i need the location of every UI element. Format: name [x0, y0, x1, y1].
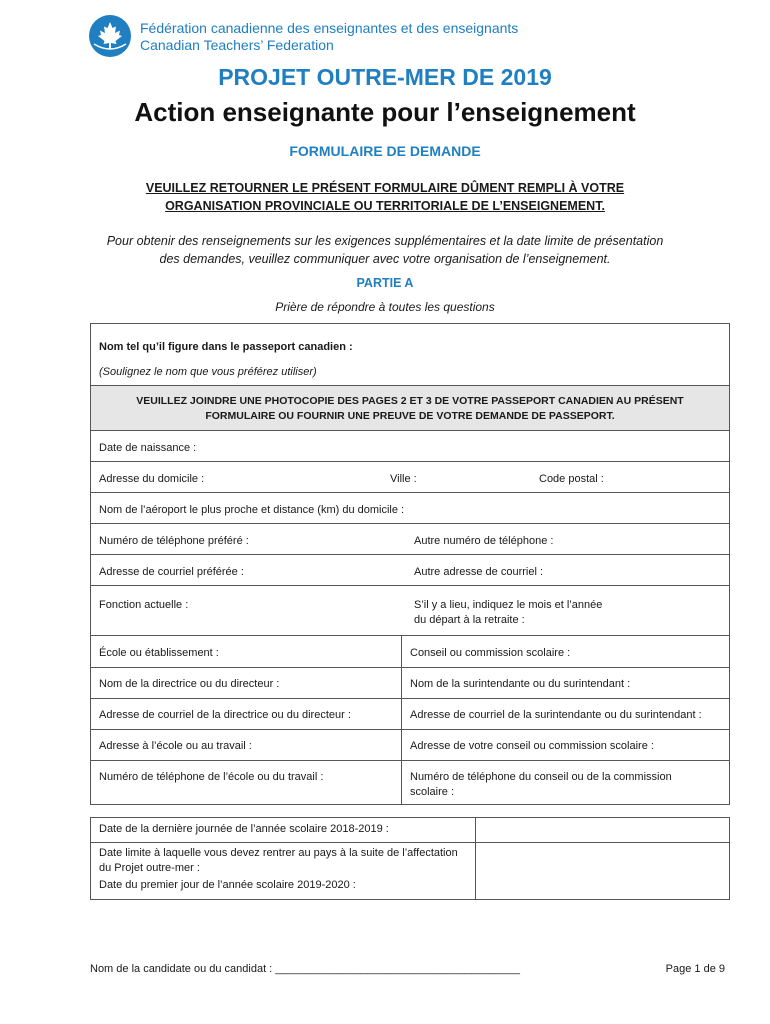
return-deadline-label-1: Date limite à laquelle vous devez rentrer au pays à la suite de l’affectation	[99, 847, 458, 859]
return-deadline-label-2: du Projet outre-mer :	[99, 862, 200, 874]
return-date-row	[91, 842, 729, 900]
airport-label: Nom de l’aéroport le plus proche et distance (km) du domicile :	[99, 504, 405, 516]
contact-email-row	[91, 698, 729, 729]
position-row	[91, 585, 729, 635]
org-name-fr: Fédération canadienne des enseignantes et des enseignants	[140, 20, 519, 36]
home-address-row	[91, 461, 729, 492]
return-line-2: ORGANISATION PROVINCIALE OU TERRITORIALE DE L’ENSEIGNEMENT.	[165, 199, 605, 213]
phone-work-row	[91, 760, 729, 804]
organization-name	[140, 20, 518, 54]
board-address-label: Adresse de votre conseil ou commission scolaire :	[410, 740, 654, 752]
principal-row	[91, 667, 729, 698]
maple-leaf-icon	[88, 14, 132, 58]
other-email-label: Autre adresse de courriel :	[414, 566, 544, 578]
board-phone-label-1: Numéro de téléphone du conseil ou de la commission	[410, 771, 672, 783]
info-paragraph	[85, 232, 685, 268]
info-line-2: des demandes, veuillez communiquer avec votre organisation de l’enseignement.	[159, 252, 611, 266]
preferred-name-hint: (Soulignez le nom que vous préférez utiliser)	[99, 366, 317, 378]
school-board-label: Conseil ou commission scolaire :	[410, 647, 571, 659]
birth-date-row	[91, 430, 729, 461]
birth-date-label: Date de naissance :	[99, 442, 197, 454]
candidate-name-line: Nom de la candidate ou du candidat : ________________________________________	[90, 963, 520, 975]
passport-note-line-1: VEUILLEZ JOINDRE UNE PHOTOCOPIE DES PAGES 2 ET 3 DE VOTRE PASSEPORT CANADIEN AU PRÉSENT	[136, 395, 684, 407]
email-row	[91, 554, 729, 585]
other-phone-label: Autre numéro de téléphone :	[414, 535, 554, 547]
section-heading: PARTIE A	[356, 276, 414, 290]
project-title: PROJET OUTRE-MER DE 2019	[218, 64, 552, 90]
form-title: FORMULAIRE DE DEMANDE	[289, 143, 481, 159]
current-position-label: Fonction actuelle :	[99, 599, 189, 611]
passport-name-label: Nom tel qu’il figure dans le passeport canadien :	[99, 341, 353, 353]
page-number: Page 1 de 9	[665, 963, 725, 975]
principal-name-label: Nom de la directrice ou du directeur :	[99, 678, 280, 690]
info-line-1: Pour obtenir des renseignements sur les exigences supplémentaires et la date limite de présentation	[106, 234, 664, 248]
passport-note-line-2: FORMULAIRE OU FOURNIR UNE PREUVE DE VOTRE DEMANDE DE PASSEPORT.	[205, 410, 615, 422]
school-row	[91, 635, 729, 667]
section-instruction: Prière de répondre à toutes les questions	[275, 300, 495, 314]
city-label: Ville :	[390, 473, 417, 485]
column-divider	[401, 635, 402, 804]
return-instructions	[95, 179, 675, 215]
first-school-day-label: Date du premier jour de l’année scolaire 2019-2020 :	[99, 879, 356, 891]
applicant-info-table	[90, 323, 730, 805]
preferred-phone-label: Numéro de téléphone préféré :	[99, 535, 249, 547]
last-school-day-label: Date de la dernière journée de l’année scolaire 2018-2019 :	[99, 823, 389, 835]
superintendent-name-label: Nom de la surintendante ou du surintendant :	[410, 678, 631, 690]
preferred-email-label: Adresse de courriel préférée :	[99, 566, 244, 578]
school-dates-table	[90, 817, 730, 900]
project-subtitle: Action enseignante pour l’enseignement	[134, 97, 636, 127]
home-address-label: Adresse du domicile :	[99, 473, 205, 485]
school-phone-label: Numéro de téléphone de l’école ou du travail :	[99, 771, 324, 783]
dates-column-divider	[475, 818, 476, 899]
principal-email-label: Adresse de courriel de la directrice ou du directeur :	[99, 709, 351, 721]
passport-note-row	[91, 385, 729, 430]
address-row	[91, 729, 729, 760]
phone-row	[91, 523, 729, 554]
postal-code-label: Code postal :	[539, 473, 604, 485]
school-label: École ou établissement :	[99, 647, 219, 659]
org-name-en: Canadian Teachers’ Federation	[140, 37, 334, 53]
superintendent-email-label: Adresse de courriel de la surintendante ou du surintendant :	[410, 709, 702, 721]
retirement-label-2: du départ à la retraite :	[414, 614, 525, 626]
board-phone-label-2: scolaire :	[410, 786, 455, 798]
retirement-label-1: S’il y a lieu, indiquez le mois et l’année	[414, 599, 603, 611]
airport-row	[91, 492, 729, 523]
school-address-label: Adresse à l’école ou au travail :	[99, 740, 252, 752]
return-line-1: VEUILLEZ RETOURNER LE PRÉSENT FORMULAIRE DÛMENT REMPLI À VOTRE	[145, 181, 625, 195]
